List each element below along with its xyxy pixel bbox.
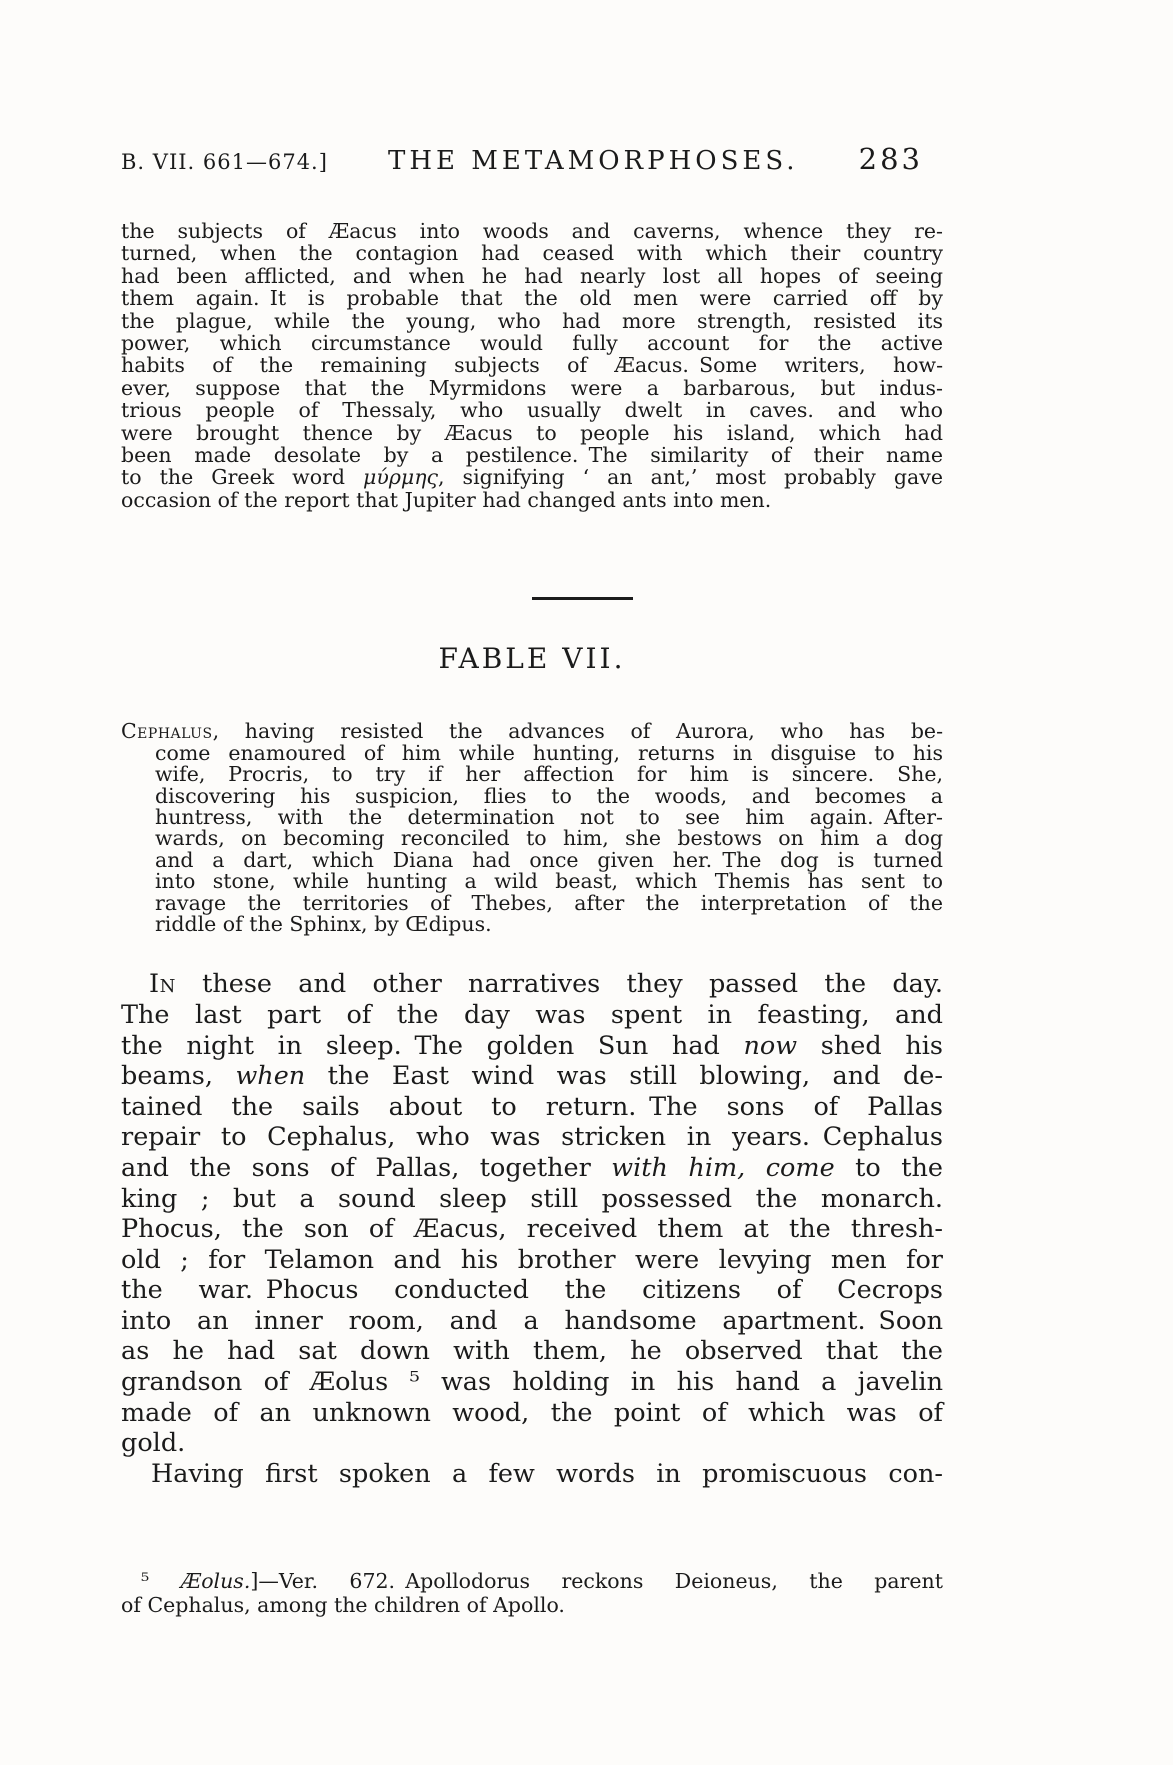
text-line: been made desolate by a pestilence. The similarity of their name <box>121 443 943 468</box>
text-line: old ; for Telamon and his brother were levying men for <box>121 1244 943 1275</box>
text-line: the plague, while the young, who had more strength, resisted its <box>121 308 943 333</box>
text-line: habits of the remaining subjects of Æacus. Some writers, how- <box>121 353 943 378</box>
text-line: beams, when the East wind was still blowing, and de- <box>121 1061 943 1092</box>
text-line: ⁵ Æolus.]—Ver. 672. Apollodorus reckons Deioneus, the parent <box>141 1569 944 1594</box>
text-line: them again. It is probable that the old men were carried off by <box>121 286 943 311</box>
text-line: ravage the territories of Thebes, after the interpretation of the <box>155 890 943 915</box>
text-line: occasion of the report that Jupiter had changed ants into men. <box>121 487 772 512</box>
text-line: discovering his suspicion, flies to the woods, and becomes a <box>155 783 943 808</box>
text-line: were brought thence by Æacus to people his island, which had <box>121 420 943 445</box>
text-line: wife, Procris, to try if her affection for him is sincere. She, <box>155 762 943 787</box>
running-head <box>121 142 943 176</box>
text-line: riddle of the Sphinx, by Œdipus. <box>155 911 492 936</box>
text-line: the war. Phocus conducted the citizens of Cecrops <box>121 1275 943 1306</box>
text-line: the night in sleep. The golden Sun had now shed his <box>121 1030 943 1061</box>
fable-heading: FABLE VII. <box>438 642 626 676</box>
text-line: had been afflicted, and when he had nearly lost all hopes of seeing <box>121 263 943 288</box>
text-line: grandson of Æolus ⁵ was holding in his hand a javelin <box>121 1367 943 1398</box>
text-line: tained the sails about to return. The sons of Pallas <box>121 1091 943 1122</box>
text-line: and the sons of Pallas, together with him, come to the <box>121 1152 944 1183</box>
text-line: Phocus, the son of Æacus, received them at the thresh- <box>121 1214 943 1245</box>
text-line: and a dart, which Diana had once given her. The dog is turned <box>155 847 943 872</box>
text-line: come enamoured of him while hunting, returns in disguise to his <box>155 740 943 765</box>
page-title: THE METAMORPHOSES. <box>388 146 799 176</box>
text-line: king ; but a sound sleep still possessed the monarch. <box>121 1183 943 1214</box>
text-line: ever, suppose that the Myrmidons were a barbarous, but indus- <box>121 375 943 400</box>
text-line: as he had sat down with them, he observed that the <box>121 1336 943 1367</box>
text-line: power, which circumstance would fully account for the active <box>121 331 943 356</box>
text-line: repair to Cephalus, who was stricken in years. Cephalus <box>121 1122 943 1153</box>
text-line: huntress, with the determination not to see him again. After- <box>155 804 943 829</box>
book-verse-reference: B. VII. 661—674.] <box>121 150 328 174</box>
text-line: In these and other narratives they passed the day. <box>149 969 943 1000</box>
body-paragraph-2 <box>121 1459 943 1490</box>
text-line: trious people of Thessaly, who usually dwelt in caves. and who <box>121 398 943 423</box>
text-line: the subjects of Æacus into woods and caverns, whence they re- <box>121 219 943 243</box>
text-line: The last part of the day was spent in feasting, and <box>121 999 943 1030</box>
section-divider-rule <box>532 597 633 600</box>
text-line: into an inner room, and a handsome apartment. Soon <box>121 1305 943 1336</box>
text-line: Having first spoken a few words in promiscuous con- <box>151 1458 943 1489</box>
body-paragraph <box>121 969 943 1459</box>
text-line: Cephalus, having resisted the advances of Aurora, who has be- <box>121 719 943 744</box>
fable-synopsis <box>121 721 943 935</box>
page-number: 283 <box>858 142 923 176</box>
text-line: gold. <box>121 1428 186 1459</box>
text-line: made of an unknown wood, the point of which was of <box>121 1397 943 1428</box>
text-line: of Cephalus, among the children of Apollo. <box>121 1593 565 1618</box>
text-line: into stone, while hunting a wild beast, which Themis has sent to <box>155 869 943 894</box>
commentary-paragraph <box>121 220 943 511</box>
text-line: turned, when the contagion had ceased with which their country <box>121 241 943 266</box>
text-line: wards, on becoming reconciled to him, she bestows on him a dog <box>155 826 943 851</box>
text-line: to the Greek word μύρμης, signifying ‘ an ant,’ most probably gave <box>121 465 943 490</box>
page-content <box>121 142 943 1617</box>
footnote <box>121 1569 943 1617</box>
